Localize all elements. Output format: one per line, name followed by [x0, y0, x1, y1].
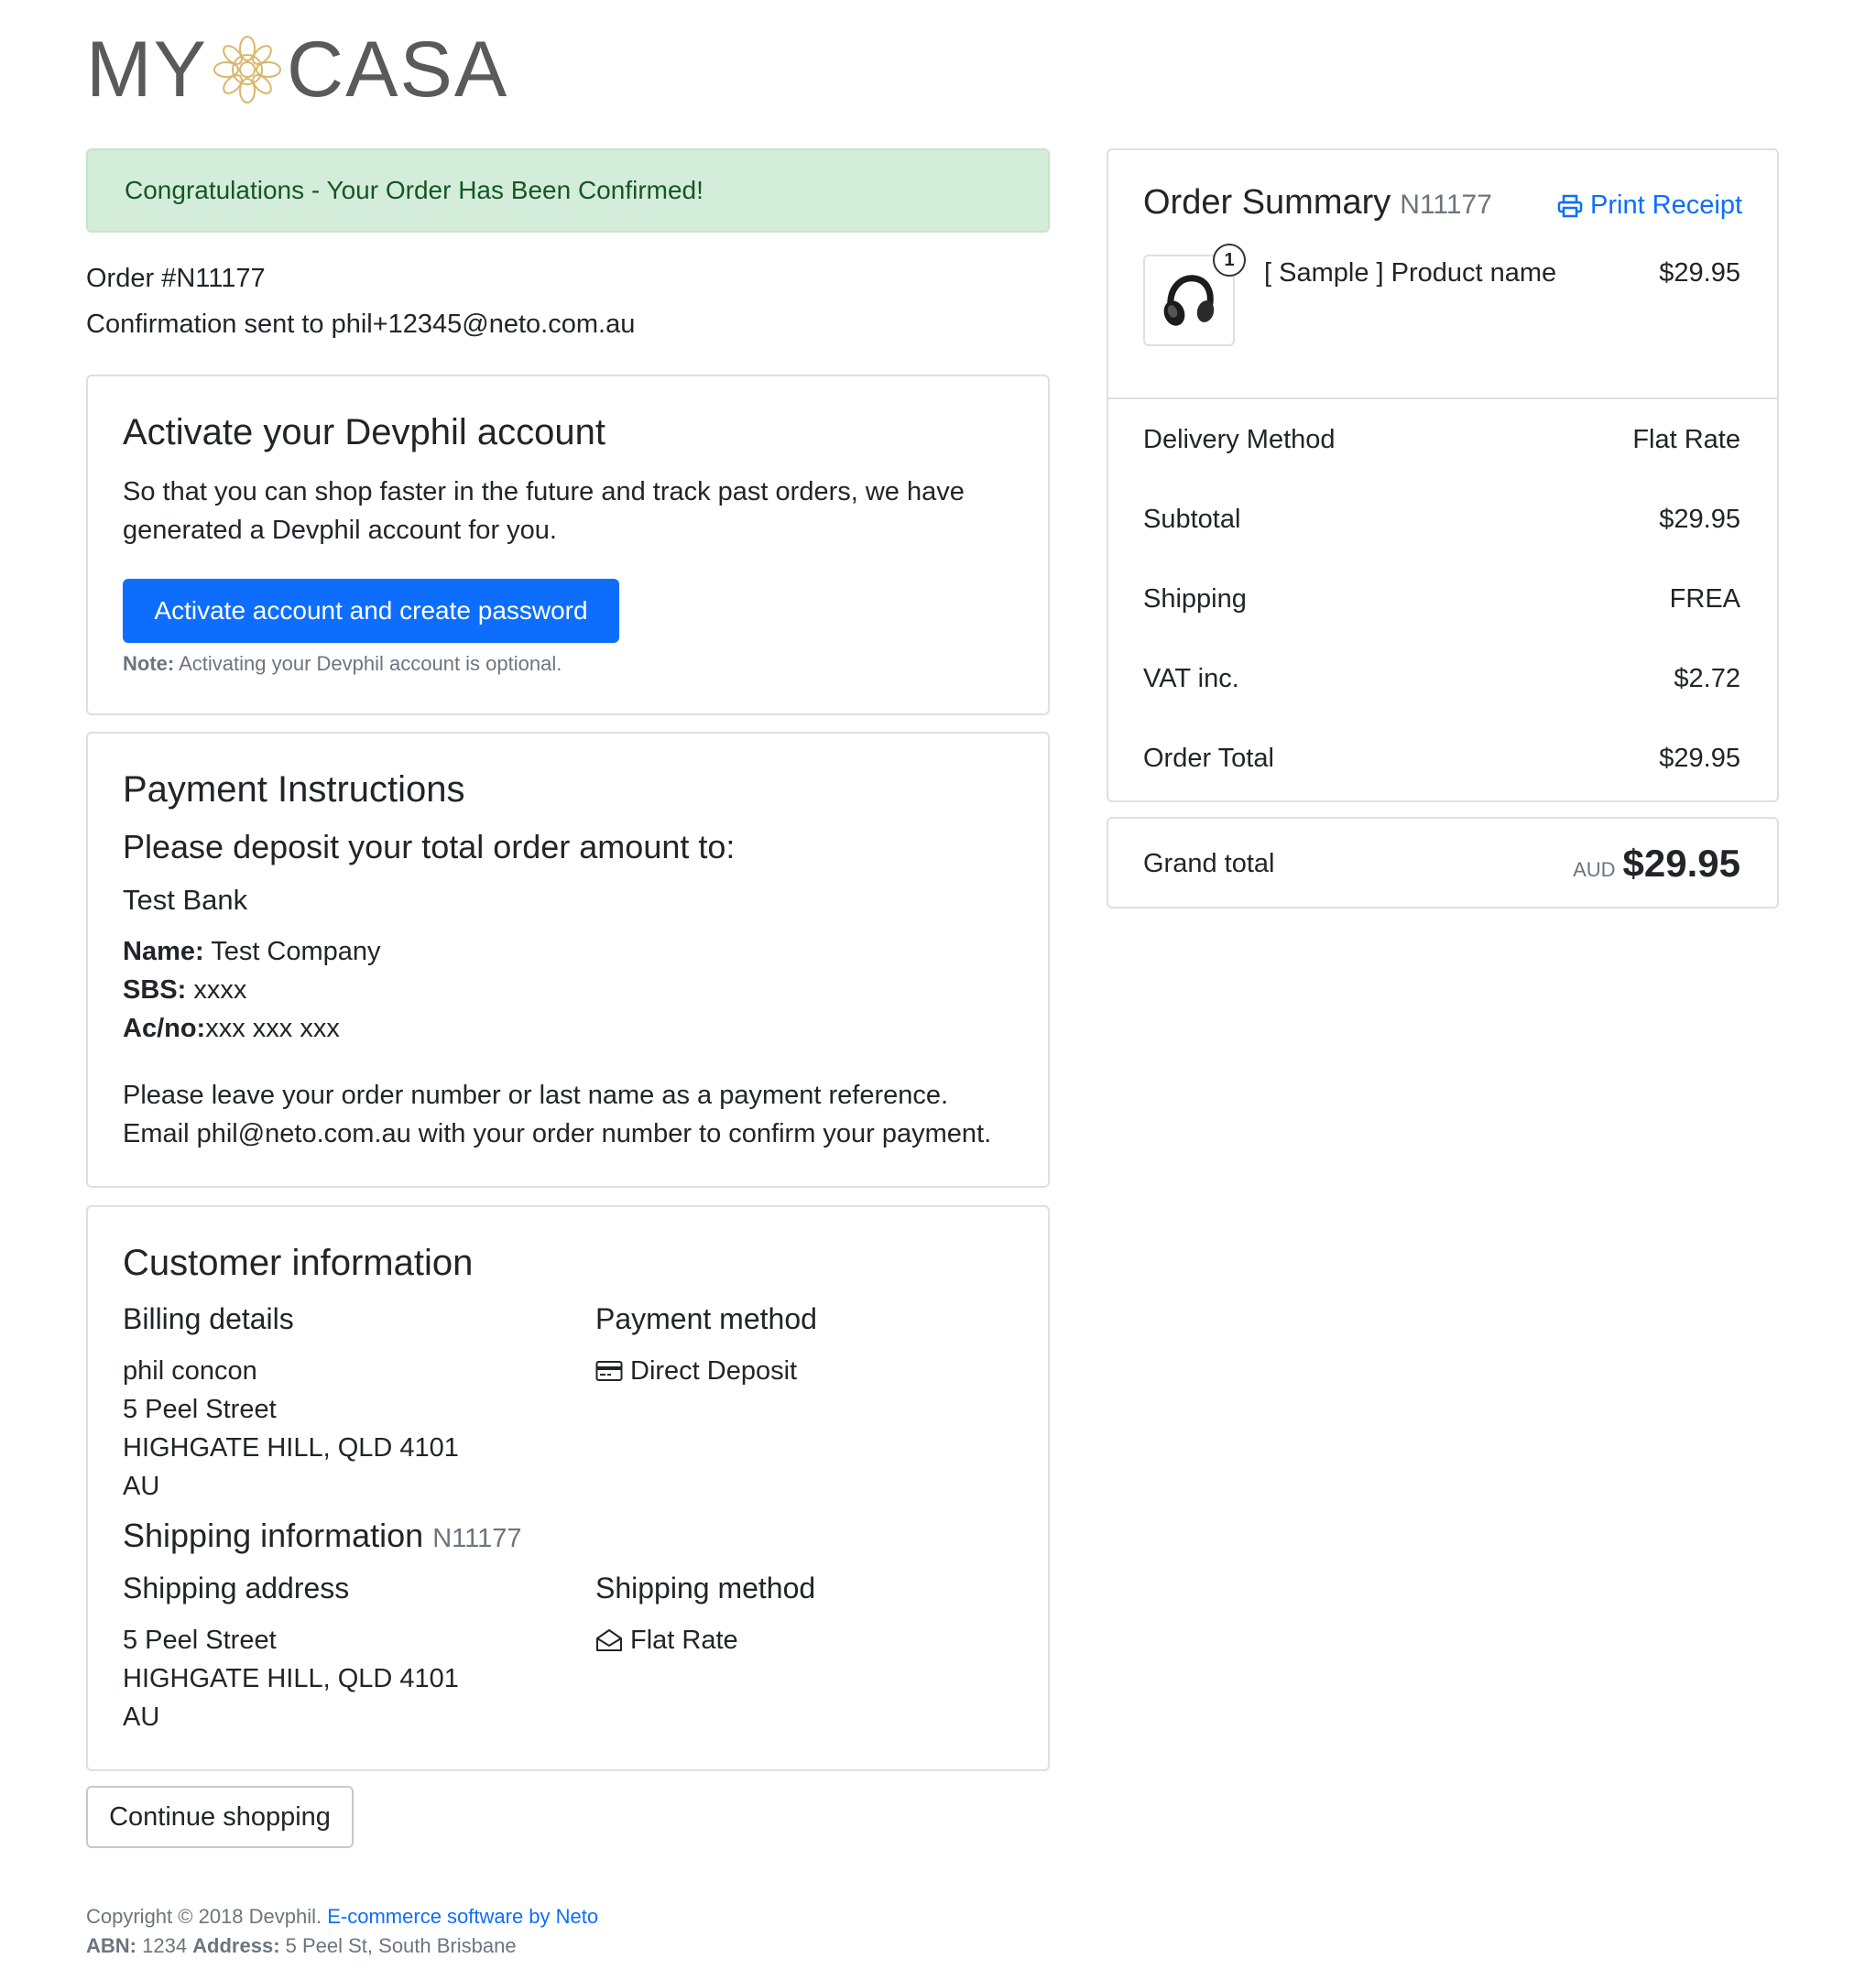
billing-country: AU — [123, 1472, 160, 1501]
shipping-address-title: Shipping address — [123, 1572, 350, 1605]
summary-row — [1143, 664, 1740, 694]
activate-account-button[interactable]: Activate account and create password — [123, 579, 619, 643]
mandala-icon — [213, 36, 281, 103]
summary-row-label: Order Total — [1143, 744, 1274, 773]
sbs-label: SBS: — [123, 975, 187, 1005]
summary-item-price: $29.95 — [1659, 258, 1740, 288]
sbs-value: xxxx — [186, 975, 247, 1005]
summary-row — [1143, 584, 1740, 615]
grand-total-label: Grand total — [1143, 848, 1275, 878]
continue-shopping-button[interactable]: Continue shopping — [86, 1786, 354, 1848]
logo-text-right: CASA — [287, 26, 509, 114]
address-label: Address: — [192, 1934, 280, 1957]
payment-method-title: Payment method — [595, 1302, 817, 1335]
footer-copyright-row — [86, 1905, 598, 1929]
summary-code: N11177 — [1400, 190, 1492, 220]
billing-name: phil concon — [123, 1356, 257, 1386]
address-value: 5 Peel St, South Brisbane — [279, 1934, 517, 1957]
shipping-city: HIGHGATE HILL, QLD 4101 — [123, 1664, 459, 1693]
summary-row — [1143, 744, 1740, 774]
grand-total-row — [1143, 841, 1740, 887]
abn-label: ABN: — [86, 1934, 136, 1957]
note-label: Note: — [123, 652, 175, 675]
payment-subtitle: Please deposit your total order amount to: — [123, 828, 736, 865]
account-number-value: xxx xxx xxx — [205, 1014, 340, 1043]
activate-title: Activate your Devphil account — [123, 412, 605, 452]
payment-method — [595, 1352, 797, 1390]
billing-street: 5 Peel Street — [123, 1395, 277, 1424]
footer-copyright: Copyright © 2018 Devphil. — [86, 1905, 328, 1928]
summary-item-name: [ Sample ] Product name — [1264, 258, 1557, 288]
bank-name: Test Bank — [123, 884, 248, 916]
shipping-info-title: Shipping information — [123, 1517, 424, 1554]
account-number-row — [123, 1009, 340, 1048]
order-summary-card — [1107, 148, 1779, 802]
summary-divider — [1107, 397, 1779, 399]
payment-title: Payment Instructions — [123, 769, 465, 810]
billing-title: Billing details — [123, 1302, 294, 1335]
shipping-info-code: N11177 — [432, 1524, 522, 1553]
payment-method-value: Direct Deposit — [630, 1356, 798, 1386]
payment-reference-text: Please leave your order number or last name as a payment reference. — [123, 1081, 949, 1110]
shipping-method — [595, 1621, 738, 1659]
payment-email-text: Email phil@neto.com.au with your order number to confirm your payment. — [123, 1119, 992, 1148]
account-name-row — [123, 932, 381, 971]
summary-row-value: $29.95 — [1659, 505, 1740, 534]
activate-body: So that you can shop faster in the future and track past orders, we have generated a Devphil account for you. — [123, 477, 965, 545]
print-receipt-link[interactable] — [1557, 190, 1742, 221]
grand-total-value: $29.95 — [1622, 842, 1740, 885]
summary-row-label: Shipping — [1143, 584, 1247, 614]
sbs-row — [123, 971, 246, 1009]
summary-row-label: Subtotal — [1143, 505, 1241, 534]
note-text: Activating your Devphil account is optional. — [174, 652, 562, 675]
summary-row-value: $29.95 — [1659, 744, 1740, 773]
grand-total-amount — [1573, 842, 1740, 886]
summary-title: Order Summary — [1143, 183, 1391, 222]
activate-note — [123, 652, 562, 676]
summary-row — [1143, 505, 1740, 535]
account-name-label: Name: — [123, 937, 204, 966]
summary-row-value: Flat Rate — [1632, 425, 1740, 454]
confirmation-email: Confirmation sent to phil+12345@neto.com.au — [86, 310, 636, 339]
alert-message: Congratulations - Your Order Has Been Confirmed! — [125, 176, 704, 204]
envelope-open-icon — [595, 1627, 623, 1653]
order-number: Order #N11177 — [86, 264, 266, 293]
print-receipt-label: Print Receipt — [1590, 190, 1743, 220]
summary-heading — [1143, 183, 1492, 223]
summary-item-row — [1264, 258, 1740, 288]
shipping-method-value: Flat Rate — [630, 1626, 738, 1655]
logo-text-left: MY — [86, 26, 208, 114]
summary-row — [1143, 425, 1740, 455]
billing-city: HIGHGATE HILL, QLD 4101 — [123, 1433, 459, 1463]
abn-value: 1234 — [136, 1934, 193, 1957]
quantity-badge: 1 — [1213, 244, 1246, 277]
footer-address-row — [86, 1934, 517, 1958]
credit-card-icon — [595, 1360, 623, 1382]
order-confirmed-alert — [86, 148, 1050, 233]
shipping-info-heading — [123, 1517, 521, 1555]
shipping-street: 5 Peel Street — [123, 1626, 277, 1655]
shipping-country: AU — [123, 1703, 160, 1732]
customer-title: Customer information — [123, 1243, 474, 1283]
summary-row-label: VAT inc. — [1143, 664, 1239, 693]
account-name-value: Test Company — [203, 937, 381, 966]
summary-row-value: FREA — [1669, 584, 1740, 614]
account-number-label: Ac/no: — [123, 1014, 206, 1043]
brand-logo[interactable] — [86, 26, 509, 114]
summary-row-value: $2.72 — [1674, 664, 1740, 693]
currency-code: AUD — [1573, 858, 1616, 881]
neto-link[interactable]: E-commerce software by Neto — [327, 1905, 599, 1928]
printer-icon — [1557, 194, 1583, 218]
shipping-method-title: Shipping method — [595, 1572, 816, 1605]
summary-row-label: Delivery Method — [1143, 425, 1336, 454]
